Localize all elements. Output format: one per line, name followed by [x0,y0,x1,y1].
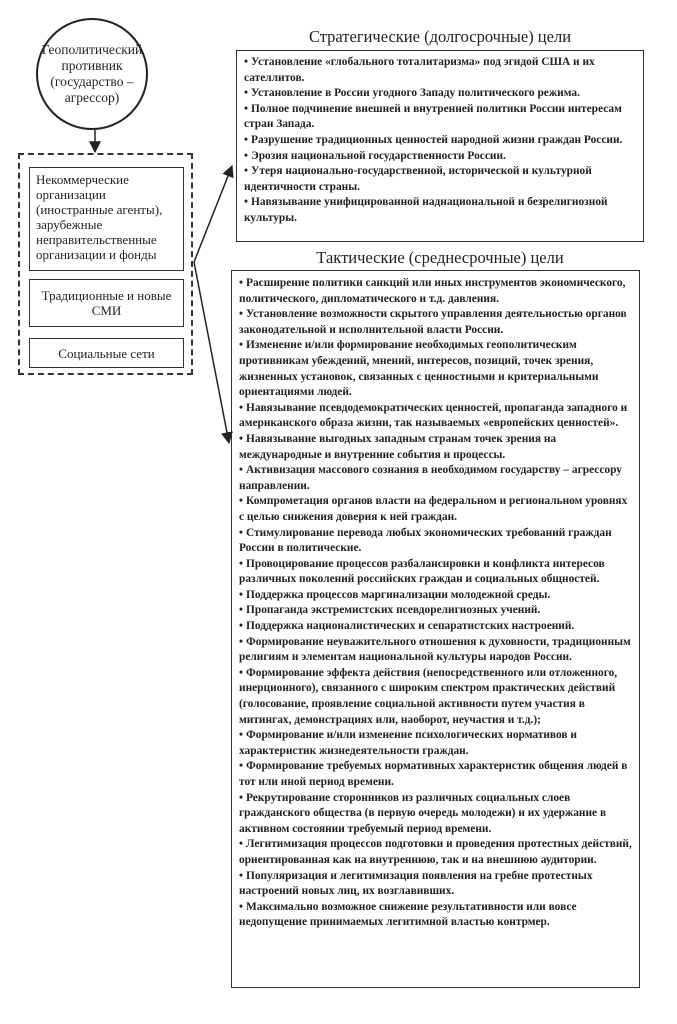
tactical-goal-text: Навязывание псевдодемократических ценностей, пропаганда западного и американского образа жизни, так называемых «европейских ценностей». [239,401,628,430]
tactical-goal-item [239,338,633,400]
tactical-goal-item [239,526,633,557]
tactical-goal-item [239,432,633,463]
tactical-goal-text: Поддержка процессов маргинализации молодежной среды. [246,588,551,601]
tactical-goal-text: Установление возможности скрытого управления деятельностью органов законодательной и исполнительной власти России. [239,308,627,336]
tactical-goal-item [239,463,633,494]
bullet-icon: • [239,495,243,508]
tactical-goal-item [239,557,633,588]
bullet-icon: • [239,729,243,742]
bullet-icon: • [239,401,243,414]
tactical-goal-text: Формирование неуважительного отношения к духовности, традиционным религиям и элементам национальной культуры народов России. [239,635,631,664]
actor-media-label: Традиционные и новые СМИ [41,288,172,318]
bullet-icon: • [239,620,243,633]
bullet-icon: • [239,588,243,601]
bullet-icon: • [239,557,243,570]
bullet-icon: • [244,149,248,162]
tactical-goals-box [231,270,640,988]
bullet-icon: • [239,526,243,539]
bullet-icon: • [239,760,243,773]
tactical-goal-item [239,603,633,619]
tactical-goal-item [239,900,633,931]
tactical-goal-text: Расширение политики санкций или иных инструментов экономического, политического, дипломатического и т.д. давления. [239,277,626,305]
strategic-goal-text: Установление в России угодного Западу политического режима. [251,87,580,100]
bullet-icon: • [239,339,243,352]
bullet-icon: • [239,869,243,882]
tactical-goal-text: Популяризация и легитимизация появления на гребне протестных настроений новых лиц, их возглавивших. [239,869,593,898]
bullet-icon: • [239,900,243,913]
strategic-goal-text: Утеря национально-государственной, исторической и культурной идентичности страны. [244,165,592,193]
bullet-icon: • [239,838,243,851]
tactical-goal-text: Поддержка националистических и сепаратистских настроений. [246,620,575,633]
bullet-icon: • [239,277,243,289]
tactical-goal-text: Максимально возможное снижение результативности или вовсе недопущение принимаемых легитимной властью контрмер. [239,900,577,929]
strategic-goal-item [244,195,637,226]
tactical-goal-text: Компрометация органов власти на федеральном и региональном уровнях с целью снижения доверия к ней граждан. [239,495,628,523]
adversary-label: Геополитический противник (государство – агрессор) [41,42,143,105]
arrow-to-tactical [194,262,229,443]
tactical-goal-text: Активизация массового сознания в необходимом государству – агрессору направлении. [239,464,622,492]
strategic-goal-text: Эрозия национальной государственности России. [251,149,506,162]
tactical-goal-item [239,666,633,728]
strategic-goal-item [244,164,637,195]
bullet-icon: • [244,87,248,100]
strategic-goal-text: Установление «глобального тоталитаризма» под эгидой США и их сателлитов. [244,56,595,84]
strategic-goal-item [244,55,637,86]
tactical-goal-item [239,307,633,338]
tactical-goal-item [239,635,633,666]
bullet-icon: • [239,432,243,445]
tactical-goal-text: Пропаганда экстремистских псевдорелигиозных учений. [246,604,541,617]
tactical-goal-text: Стимулирование перевода любых экономических требований граждан России в политические. [239,526,612,555]
tactical-goal-text: Изменение и/или формирование необходимых геополитическим противникам убеждений, мнений, интересов, позиций, точек зрения, жизненных установок, связанных с ценностными и критериальными ориентациями людей. [239,339,599,399]
actor-ngo-label: Некоммерческие организации (иностранные агенты), зарубежные неправительственные организации и фонды [36,172,163,262]
bullet-icon: • [244,102,248,115]
tactical-goals-list [239,276,633,931]
tactical-goal-item [239,728,633,759]
tactical-goal-text: Формирование требуемых нормативных характеристик общения людей в тот или иной период времени. [239,760,628,788]
actor-ngo-box [29,167,184,271]
tactical-goal-item [239,759,633,790]
arrow-to-strategic [194,166,232,262]
tactical-goal-text: Провоцирование процессов разбалансировки и конфликта интересов различных поколений российских граждан и социальных общностей. [239,557,605,586]
tactical-goal-item [239,588,633,604]
bullet-icon: • [239,635,243,648]
tactical-goal-text: Навязывание выгодных западным странам точек зрения на международные и внутренние события и процессы. [239,432,557,461]
tactical-goal-item [239,837,633,868]
tactical-goal-item [239,401,633,432]
bullet-icon: • [244,133,248,146]
actor-media-box [29,279,184,327]
tactical-goal-text: Формирование эффекта действия (непосредственного или отложенного, инерционного), связанного с широким спектром практических действий (голосование, проявление социальной активности путем участия в митингах, демонстрациях или, наоборот, неучастия и т.д.); [239,666,618,726]
strategic-goal-text: Навязывание унифицированной наднациональной и безрелигиозной культуры. [244,196,608,224]
bullet-icon: • [239,791,243,804]
strategic-goal-item [244,86,637,102]
strategic-goals-box [236,50,644,242]
strategic-goals-title: Стратегические (долгосрочные) цели [308,27,572,46]
bullet-icon: • [244,56,248,68]
actor-social-label: Социальные сети [58,345,155,361]
bullet-icon: • [244,165,248,178]
bullet-icon: • [239,464,243,477]
bullet-icon: • [239,308,243,321]
tactical-goals-title: Тактические (среднесрочные) цели [316,248,564,267]
tactical-goal-item [239,494,633,525]
tactical-goal-text: Формирование и/или изменение психологических нормативов и характеристик жизнедеятельности граждан. [239,729,577,757]
bullet-icon: • [239,666,243,679]
bullet-icon: • [244,196,248,209]
tactical-goal-item [239,791,633,838]
actors-group [18,153,193,375]
strategic-goal-text: Разрушение традиционных ценностей народной жизни граждан России. [251,133,623,146]
tactical-goal-item [239,619,633,635]
strategic-goal-item [244,102,637,133]
actor-social-box [29,338,184,368]
bullet-icon: • [239,604,243,617]
tactical-goal-item [239,276,633,307]
strategic-goal-text: Полное подчинение внешней и внутренней политики России интересам стран Запада. [244,102,622,131]
tactical-goal-item [239,869,633,900]
strategic-goal-item [244,149,637,165]
strategic-goal-item [244,133,637,149]
adversary-node [36,18,148,130]
strategic-goals-list [244,55,637,227]
tactical-goal-text: Легитимизация процессов подготовки и проведения протестных действий, ориентированная как на внутреннюю, так и на внешнюю аудитории. [239,838,632,866]
tactical-goal-text: Рекрутирование сторонников из различных социальных слоев гражданского общества (в первую очередь молодежи) и их удержание в активном состоянии требуемый период времени. [239,791,607,835]
